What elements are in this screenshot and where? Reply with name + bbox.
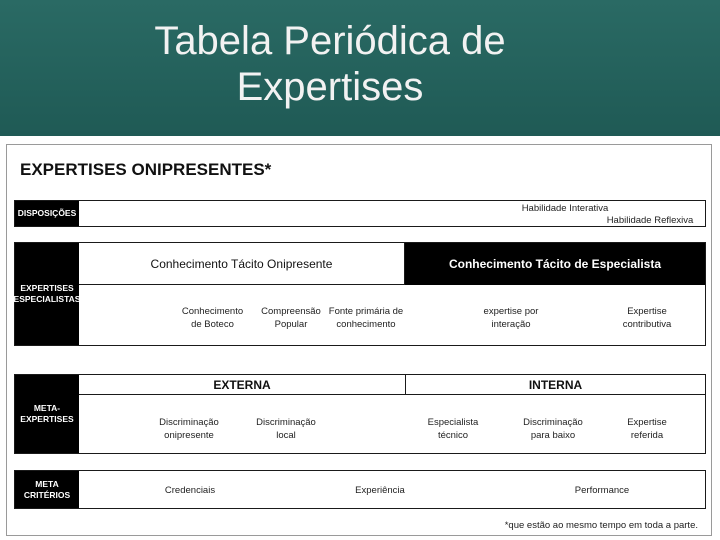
item-discriminacao-onipresente: Discriminação onipresente — [159, 417, 219, 441]
header-conhecimento-tacito-onipresente: Conhecimento Tácito Onipresente — [79, 243, 405, 285]
item-expertise-contributiva: Expertise contributiva — [622, 306, 672, 330]
header-externa: EXTERNA — [79, 375, 406, 395]
item-performance: Performance — [574, 485, 630, 496]
slide-title-line-2: Expertises — [236, 65, 424, 109]
item-credenciais: Credenciais — [164, 485, 216, 496]
item-experiencia: Experiência — [355, 485, 405, 496]
item-discriminacao-local: Discriminação local — [256, 417, 316, 441]
row-label-expertises-especialistas: EXPERTISES ESPECIALISTAS — [15, 243, 79, 345]
item-habilidade-reflexiva: Habilidade Reflexiva — [606, 215, 694, 226]
item-especialista-tecnico: Especialista técnico — [427, 417, 479, 441]
item-compreensao-popular: Compreensão Popular — [261, 306, 321, 330]
item-conhecimento-de-boteco: Conhecimento de Boteco — [181, 306, 244, 330]
row-expertises-especialistas — [14, 242, 706, 346]
header-interna: INTERNA — [406, 375, 705, 395]
row-disposicoes — [14, 200, 706, 227]
item-expertise-referida: Expertise referida — [627, 417, 667, 441]
row-meta-expertises — [14, 374, 706, 454]
header-conhecimento-tacito-especialista: Conhecimento Tácito de Especialista — [405, 243, 705, 285]
item-habilidade-interativa: Habilidade Interativa — [521, 203, 609, 214]
item-expertise-por-interacao: expertise por interação — [483, 306, 539, 330]
table-heading: EXPERTISES ONIPRESENTES* — [20, 160, 272, 179]
slide-title-banner — [0, 0, 720, 136]
row-label-meta-expertises: META- EXPERTISES — [15, 375, 79, 453]
row-label-disposicoes: DISPOSIÇÕES — [15, 201, 79, 226]
row-meta-criterios — [14, 470, 706, 509]
slide-title — [60, 18, 600, 110]
item-fonte-primaria: Fonte primária de conhecimento — [328, 306, 404, 330]
item-discriminacao-para-baixo: Discriminação para baixo — [523, 417, 583, 441]
table-footnote: *que estão ao mesmo tempo em toda a parte. — [504, 520, 698, 531]
row-label-meta-criterios: META CRITÉRIOS — [15, 471, 79, 508]
slide-title-line-1: Tabela Periódica de — [154, 19, 506, 63]
